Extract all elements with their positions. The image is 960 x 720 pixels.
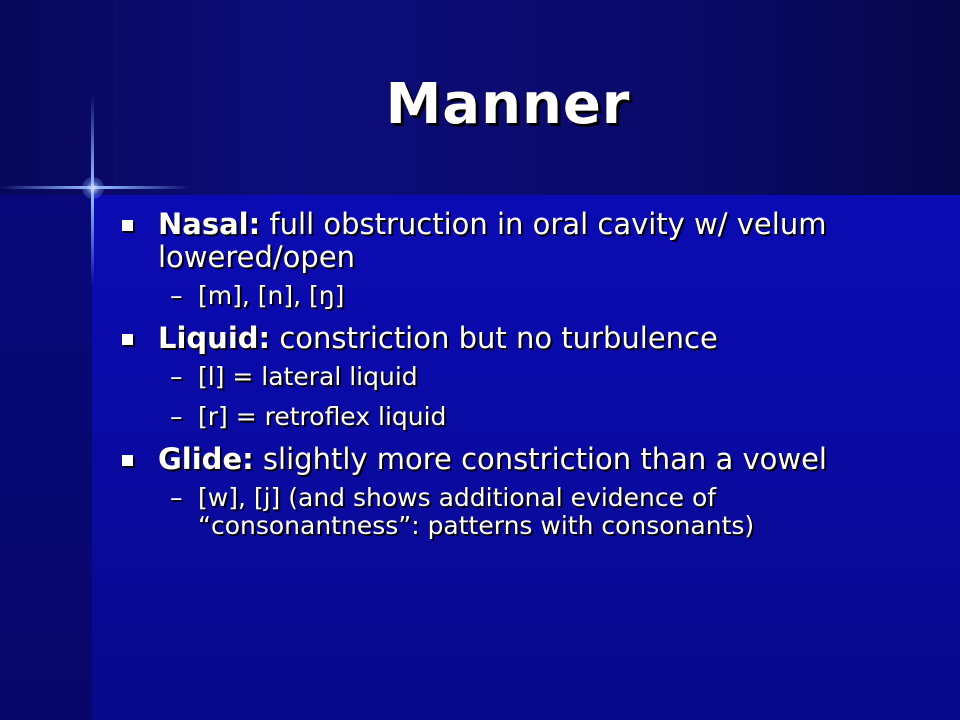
square-bullet-icon: [122, 455, 133, 466]
dash-marker: –: [170, 281, 183, 310]
sub-item: [120, 363, 840, 391]
sub-item: [120, 484, 840, 540]
bullet-text: full obstruction in oral cavity w/ velum lowered/open: [158, 207, 827, 274]
slide-title: Manner: [385, 72, 631, 137]
dash-marker: –: [170, 402, 183, 431]
sub-list-nasal: [120, 282, 840, 310]
sub-item-text: [m], [n], [ŋ]: [198, 281, 345, 310]
sub-item-text: [r] = retroflex liquid: [198, 402, 447, 431]
dash-marker: –: [170, 483, 183, 512]
slide-content: [120, 208, 840, 552]
bullet-term: Glide:: [158, 442, 254, 476]
light-flare-center: [82, 177, 104, 199]
bullet-text: slightly more constriction than a vowel: [253, 442, 827, 476]
square-bullet-icon: [122, 334, 133, 345]
bullet-term: Nasal:: [158, 207, 261, 241]
sub-list-liquid: [120, 363, 840, 431]
sub-item: [120, 282, 840, 310]
bullet-item-liquid: [120, 322, 840, 355]
sub-list-glide: [120, 484, 840, 540]
sub-item-text: [w], [j] (and shows additional evidence of “consonantness”: patterns with consonants): [198, 483, 755, 540]
square-bullet-icon: [122, 220, 133, 231]
left-band: [0, 195, 92, 720]
bullet-item-glide: [120, 443, 840, 476]
bullet-text: constriction but no turbulence: [270, 321, 718, 355]
sub-item-text: [l] = lateral liquid: [198, 362, 418, 391]
bullet-item-nasal: [120, 208, 840, 274]
sub-item: [120, 403, 840, 431]
bullet-term: Liquid:: [158, 321, 271, 355]
dash-marker: –: [170, 362, 183, 391]
